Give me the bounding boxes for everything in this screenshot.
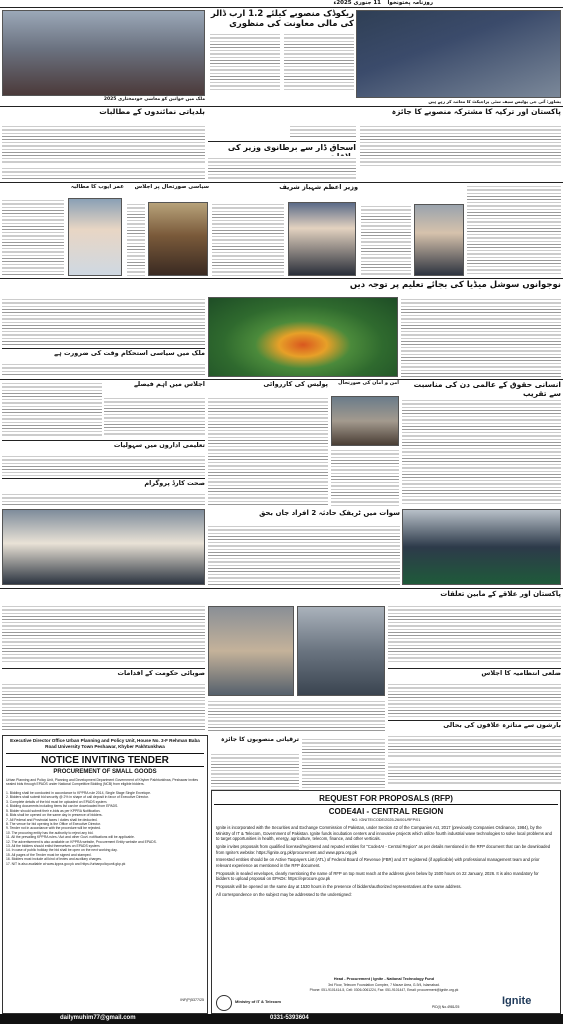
headline-district: ضلعی انتظامیہ کا اجلاس — [388, 668, 561, 677]
group-photo-caption: ملک میں خواتین کو معاشی خودمختاری 2025 — [103, 97, 205, 102]
headline-ishaq-dar: اسحاق ڈار سے برطانوی وزیر کی — [208, 141, 356, 161]
story-text-3b — [290, 124, 356, 139]
tender-subtitle: PROCUREMENT OF SMALL GOODS — [53, 769, 157, 775]
story-text-19 — [2, 454, 205, 476]
story-text-6 — [2, 198, 64, 276]
tender-items — [6, 791, 204, 866]
rfp-paragraph: Proposals will be opened on the same day at 1530 hours in the presence of bidders/authorized representatives at the same address. — [216, 884, 462, 890]
rfp-paragraph: Ignite invites proposals from qualified licensed/registered and reputed entities for "Code4AI - Central Region" as per details mentioned in the RFP document that can be downloaded from Ignite's website: https://ignite.org.pk/procurement and www.ppra.org.pk — [216, 844, 551, 855]
tender-item: 7. All Federal and Provincial taxes / duties shall be deducted. — [6, 817, 98, 822]
portrait-man-2 — [414, 204, 464, 276]
masthead-date: 11 جنوری 2025ء — [333, 0, 381, 6]
headline-recodiq: ریکوڈک منصوبے کیلئے 1.2 ارب ڈالر کی مالی معاونت کی منظوری — [210, 9, 354, 29]
headline-pak-turkey: پاکستان اور ترکیہ کا مشترکہ منصوبے کا جائزہ — [391, 107, 561, 116]
headline-police: پولیس کی کارروائی — [263, 380, 328, 388]
story-text-27 — [208, 699, 385, 733]
footer-phone: 0331-5393604 — [270, 1015, 309, 1021]
tender-item: 15. All pages of the Tender must be signed and stamped. — [6, 852, 92, 857]
tender-ad — [2, 735, 208, 1014]
headline-youth: نوجوانوں سوشل میڈیا کی بجائے تعلیم پر توجہ دیں — [349, 280, 561, 290]
story-text-25 — [388, 682, 561, 718]
rfp-phone: Phone: 051-9101414-5, Cell: 0306-0061224, Fax: 051-9101447, Email: procurement@ignite.org.pk — [309, 988, 459, 992]
headline-rain: بارشوں سے متاثرہ علاقوں کی بحالی — [388, 720, 561, 729]
story-text-16 — [208, 396, 328, 506]
story-text-7 — [127, 202, 145, 276]
tender-item: 10. The procuring entity has the authority to reject any bid. — [6, 830, 94, 835]
tender-item: 5. Bidder should submit their e-bids as per KPPRA Notification. — [6, 808, 101, 813]
headline-development: ترقیاتی منصوبوں کا جائزہ — [221, 736, 299, 743]
story-text-30 — [388, 761, 561, 785]
story-text-14 — [2, 381, 102, 437]
headline-omar-ayub: عمر ایوب کا مطالبہ — [70, 184, 124, 190]
rfp-address: 3rd Floor, Telecom Foundation Complex, 7 Mauve Area, G-9/4, Islamabad. — [328, 983, 440, 987]
rfp-ref-small: PID(I) No.4981/25 — [432, 1005, 460, 1009]
footer-email: dailymuhim77@gmail.com — [60, 1015, 136, 1021]
story-text-17 — [331, 448, 399, 506]
story-text-24 — [2, 682, 205, 732]
rfp-paragraph: Proposals in sealed envelopes, clearly mentioning the name of RFP on top must reach at the address given below by 1500 hours on 22 January, 2026. It is also mandatory for bidders to upload proposal on EPADs: https://eprocure.gov.pk — [216, 870, 539, 882]
rfp-paragraph: Ignite is incorporated with the Securities and Exchange Commission of Pakistan, under Section 42 of the Companies Act, 2017 (previously Companies Ordinance, 1984), by the Ministry of IT & Telecom, Government of Pakistan. Ignite funds incubation centers and innovative projects which utilize fourth industrial wave technologies to solve local problems and to target opportunities in health, energy, agriculture, telecom, finance, and other verticals. — [216, 825, 552, 842]
story-text-11 — [2, 297, 205, 345]
tender-item: 12. The advertisement is also available on KPPRA website, Procurement Entity website and EPADS. — [6, 839, 157, 844]
tender-header: Executive Director Office Urban Planning and Policy Unit, House No. 3-F Rehman Baba Road University Town Peshawar, Khyber Pakhtunkhwa — [10, 738, 200, 749]
story-text-21 — [208, 524, 400, 585]
tender-item: 16. Bidders must include all kind of levies and auxiliary charges. — [6, 857, 102, 862]
tender-ref: INF(P)5377/25 — [180, 998, 204, 1002]
headline-meeting: اجلاس میں اہم فیصلے — [133, 380, 205, 388]
hospital-photo — [2, 509, 205, 585]
meeting-photo-1 — [208, 606, 294, 696]
story-text-3 — [360, 124, 561, 166]
portrait-man-1 — [148, 202, 208, 276]
group-photo — [2, 10, 205, 96]
rfp-ad — [211, 790, 561, 1014]
masthead-strip — [0, 0, 563, 8]
tender-title: NOTICE INVITING TENDER — [6, 753, 204, 767]
rule — [0, 278, 563, 279]
masthead-paper: روزنامہ پختونخوا — [387, 0, 433, 6]
story-text-22 — [2, 604, 205, 664]
headline-health: صحت کارڈ پروگرام — [2, 478, 205, 487]
story-text-8 — [212, 202, 284, 276]
headline-provincial: صوبائی حکومت کے اقدامات — [2, 668, 205, 677]
story-text-5 — [2, 166, 205, 180]
tender-item: 8. The venue for bid opening is the Office of Executive Director. — [6, 821, 101, 826]
footer-bar — [0, 1014, 563, 1024]
headline-local-reps: بلدیاتی نمائندوں کے مطالبات — [99, 107, 205, 116]
headline-pm: وزیر اعظم شہباز شریف — [279, 183, 358, 191]
rule — [0, 588, 563, 589]
rfp-body — [216, 825, 552, 899]
tender-item: 6. Bids shall be opened on the same day in presence of bidders. — [6, 813, 103, 818]
rfp-banner: REQUEST FOR PROPOSALS (RFP) — [214, 793, 558, 805]
rfp-paragraph: Interested entities should be on Active Taxpayers List (ATL) of Federal Board of Revenue (FBR) and ST registered (if applicable) with professional management team and prior relevant experience as mentioned in the RFP document. — [216, 857, 540, 869]
tender-intro: Urban Planning and Policy Unit, Planning and Development Department Government of Khyber Pakhtunkhwa, Peshawar invites sealed bids through EPADS under National Competitive Bidding (NCB) from eligible bidders. — [6, 778, 199, 787]
tender-item: 13. All the bidders should enlist themselves on EPADS system. — [6, 844, 101, 849]
headline-pak-region: پاکستان اور علاقے کے مابین تعلقات — [440, 590, 561, 598]
tender-item: 3. Complete details of the bid must be uploaded on EPADS system. — [6, 799, 108, 804]
story-text-2 — [2, 124, 205, 164]
meeting-photo-2 — [297, 606, 385, 696]
story-text-4 — [208, 156, 356, 180]
rfp-ministry: Ministry of IT & Telecom — [235, 999, 281, 1004]
event-photo-small — [331, 396, 399, 446]
rfp-signatory: Head - Procurement | Ignite - National Technology Fund — [333, 977, 435, 981]
control-room-photo — [356, 10, 561, 98]
portrait-woman — [68, 198, 122, 276]
rfp-title: CODE4AI - CENTRAL REGION — [328, 807, 444, 816]
headline-political: سیاسی صورتحال پر اجلاس — [134, 184, 209, 190]
headline-swat: سوات میں ٹریفک حادثہ 2 افراد جاں بحق — [259, 509, 400, 517]
story-text-12 — [401, 297, 561, 377]
garden-photo — [208, 297, 398, 377]
tender-item: 9. Tender not in accordance with the procedure will be rejected. — [6, 826, 101, 831]
control-room-caption: پشاور: آئی جی پولیس سیف سٹی پراجیکٹ کا معائنہ کر رہے ہیں — [428, 99, 561, 104]
story-text-10 — [467, 184, 561, 276]
handover-photo — [402, 509, 561, 585]
tender-item: 1. Bidding shall be conducted in accordance to KPPRA rule 2014, Single Stage Single Envelope. — [6, 791, 151, 795]
tender-item: 4. Bidding documents including items list can be downloaded from EPADS. — [6, 804, 119, 809]
story-text-1b — [210, 32, 280, 92]
headline-human-rights: انسانی حقوق کے عالمی دن کی مناسبت سے تقریب — [413, 380, 561, 398]
story-text-15 — [104, 396, 205, 437]
story-text-23 — [388, 604, 561, 664]
ignite-logo: Ignite — [502, 995, 532, 1007]
tender-item: 11. All the prevailing KPPRA rules / Act and other Govt. notifications will be applicable. — [6, 835, 135, 840]
portrait-pm — [288, 202, 356, 276]
headline-education: تعلیمی اداروں میں سہولیات — [2, 440, 205, 449]
rfp-ref: NO. IGNITE/CODE/2025-26/001/RFP/01 — [351, 818, 421, 822]
headline-law-order: امن و امان کی صورتحال — [338, 380, 399, 386]
story-text-9 — [361, 204, 411, 276]
headline-stability: ملک میں سیاسی استحکام وقت کی ضرورت ہے — [2, 348, 205, 357]
story-text-1a — [284, 32, 354, 92]
tender-item: 14. In case of public holiday the bid shall be open on the next working day. — [6, 848, 118, 853]
story-text-18 — [402, 398, 561, 506]
story-text-13 — [2, 362, 205, 377]
tender-item: 2. Bidders shall submit bid security @ 2% in shape of call deposit in favor of Executive Director. — [6, 795, 149, 800]
story-text-20 — [2, 492, 205, 506]
story-text-26 — [388, 734, 561, 758]
government-emblem-icon — [216, 995, 232, 1011]
rfp-paragraph: All correspondence on the subject may be addressed to the undersigned: — [216, 891, 352, 897]
tender-item: 17. NIT is also available at www.kppra.gov.pk and https://urbanpolicyunit.gkp.pk — [6, 861, 126, 866]
